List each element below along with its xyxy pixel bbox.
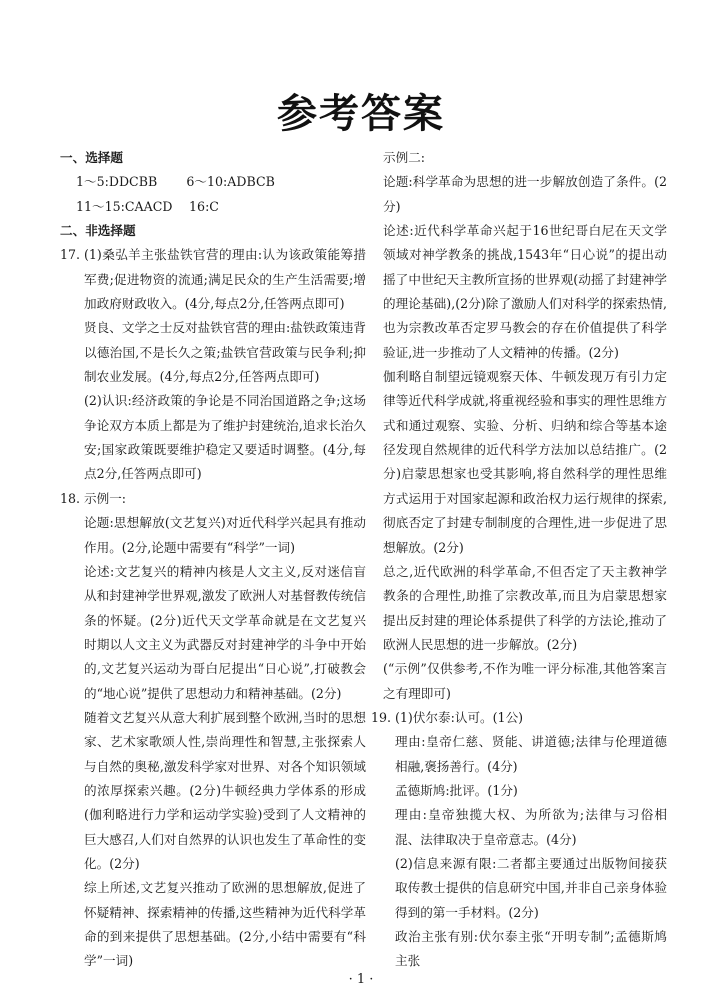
- question-number: 18.: [60, 490, 81, 506]
- answer-paragraph: (1)桑弘羊主张盐铁官营的理由:认为该政策能筹措军费;促进物资的流通;满足民众的生产生活需要;增加政府财政收入。(4分,每点2分,任答两点即可): [84, 247, 366, 312]
- answer-paragraph: 理由:皇帝独揽大权、为所欲为;法律与习俗相混、法律取决于皇帝意志。(4分): [395, 807, 667, 847]
- answer-paragraph: 伽利略自制望远镜观察天体、牛顿发现万有引力定律等近代科学成就,将重视经验和事实的理性思维方式和通过观察、实验、分析、归纳和综合等基本途径发现自然规律的近代科学方法加以总结推广。(2分)启蒙思想家也受其影响,将自然科学的理性思维方式运用于对国家起源和政治权力运行规律的探索,彻底否定了封建专制制度的合理性,进一步促进了思想解放。(2分): [383, 369, 667, 555]
- answer-paragraph: (2)认识:经济政策的争论是不同治国道路之争;这场争论双方本质上都是为了维护封建统治,追求长治久安;国家政策既要维护稳定又要适时调整。(4分,每点2分,任答两点即可): [84, 393, 366, 482]
- example-label: 示例二:: [383, 150, 426, 165]
- question-18: [60, 487, 366, 974]
- answer-paragraph: 论题:科学革命为思想的进一步解放创造了条件。(2分): [383, 174, 667, 214]
- answer-paragraph: (2)信息来源有限:二者都主要通过出版物间接获取传教士提供的信息研究中国,并非自己亲身体验得到的第一手材料。(2分): [395, 855, 667, 920]
- question-number: 17.: [60, 247, 81, 263]
- question-17: [60, 243, 366, 486]
- section-heading-nonchoice: 二、非选择题: [60, 223, 136, 239]
- answer-paragraph: 论述:文艺复兴的精神内核是人文主义,反对迷信盲从和封建神学世界观,激发了欧洲人对基督教传统信条的怀疑。(2分)近代天文学革命就是在文艺复兴时期以人文主义为武器反对封建神学的斗争中开始的,文艺复兴运动为哥白尼提出“日心说”,打破教会的“地心说”提供了思想动力和精神基础。(2分): [84, 563, 366, 701]
- answer-paragraph: (1)伏尔泰:认可。(1公): [395, 709, 524, 725]
- answer-paragraph: 政治主张有别:伏尔泰主张“开明专制”;孟德斯鸠主张: [395, 929, 667, 969]
- answer-paragraph: 论题:思想解放(文艺复兴)对近代科学兴起具有推动作用。(2分,论题中需要有“科学”一词): [84, 515, 366, 555]
- section-heading-choice: 一、选择题: [60, 150, 123, 165]
- choice-answers-row-2: 11～15:CAACD 16:C: [76, 198, 219, 214]
- answer-paragraph: 理由:皇帝仁慈、贤能、讲道德;法律与伦理道德相融,褒扬善行。(4分): [395, 734, 667, 774]
- example-label: 示例一:: [84, 490, 127, 506]
- right-column: [371, 146, 667, 974]
- left-column: [60, 146, 366, 974]
- answer-paragraph: 随着文艺复兴从意大利扩展到整个欧洲,当时的思想家、艺术家歌颂人性,崇尚理性和智慧,主张探索人与自然的奥秘,激发科学家对世界、对各个知识领域的浓厚探索兴趣。(2分)牛顿经典力学体系的形成(伽利略进行力学和运动学实验)受到了人文精神的巨大感召,人们对自然界的认识也发生了革命性的变化。(2分): [84, 709, 366, 871]
- question-19: [371, 706, 667, 974]
- answer-paragraph: 总之,近代欧洲的科学革命,不但否定了天主教神学教条的合理性,助推了宗教改革,而且为启蒙思想家提出反封建的理论体系提供了科学的方法论,推动了欧洲人民思想的进一步解放。(2分): [383, 563, 667, 652]
- answer-paragraph: 论述:近代科学革命兴起于16世纪哥白尼在天文学领域对神学教条的挑战,1543年“日心说”的提出动摇了中世纪天主教所宣扬的世界观(动摇了封建神学的理论基础),(2分)除了激励人们对科学的探索热情,也为宗教改革否定罗马教会的存在价值提供了科学验证,进一步推动了人文精神的传播。(2分): [383, 223, 667, 360]
- answer-paragraph: 孟德斯鸠:批评。(1分): [395, 782, 518, 798]
- grading-note: (“示例”仅供参考,不作为唯一评分标准,其他答案言之有理即可): [383, 661, 667, 701]
- answer-paragraph: 综上所述,文艺复兴推动了欧洲的思想解放,促进了怀疑精神、探索精神的传播,这些精神为近代科学革命的到来提供了思想基础。(2分,小结中需要有“科学”一词): [84, 880, 366, 969]
- page-number: · 1 ·: [348, 972, 374, 987]
- page-title: 参考答案: [277, 91, 445, 137]
- choice-answers-row-1: 1～5:DDCBB 6～10:ADBCB: [76, 174, 275, 190]
- answer-paragraph: 贤良、文学之士反对盐铁官营的理由:盐铁政策违背以德治国,不是长久之策;盐铁官营政策与民争利;抑制农业发展。(4分,每点2分,任答两点即可): [84, 320, 366, 385]
- question-number: 19.: [371, 709, 392, 725]
